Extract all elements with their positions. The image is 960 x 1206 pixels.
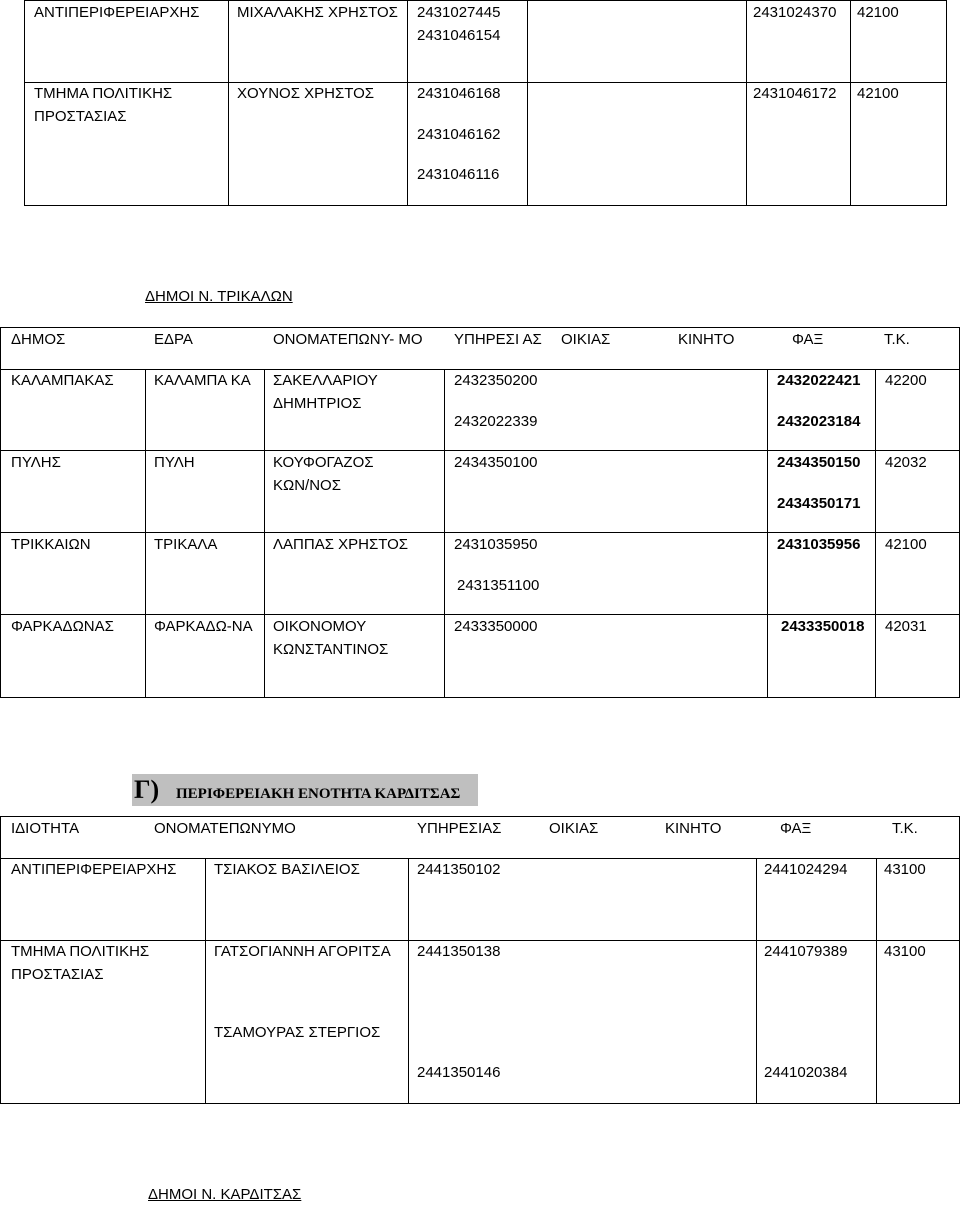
header-tk: Τ.Κ. <box>892 820 918 837</box>
row-divider <box>1 614 959 615</box>
role-cell: ΤΜΗΜΑ ΠΟΛΙΤΙΚΗΣ <box>34 85 173 102</box>
tk-cell: 42200 <box>885 372 927 389</box>
service-phone-cell: 2433350000 <box>454 618 538 635</box>
name-cell: ΣΑΚΕΛΛΑΡΙΟΥ <box>273 372 378 389</box>
fax-cell: 2441079389 <box>764 943 848 960</box>
dimos-cell: ΤΡΙΚΚΑΙΩΝ <box>11 536 91 553</box>
col-divider <box>407 1 408 205</box>
row-divider <box>1 940 959 941</box>
name-cell: ΤΣΑΜΟΥΡΑΣ ΣΤΕΡΓΙΟΣ <box>214 1024 381 1041</box>
col-divider <box>876 858 877 1103</box>
col-divider <box>746 1 747 205</box>
name-cell: ΛΑΠΠΑΣ ΧΡΗΣΤΟΣ <box>273 536 409 553</box>
tk-cell: 42032 <box>885 454 927 471</box>
edra-cell: ΚΑΛΑΜΠΑ ΚΑ <box>154 372 251 389</box>
role-cell: ΠΡΟΣΤΑΣΙΑΣ <box>34 108 127 125</box>
phone-cell: 2441350146 <box>417 1064 501 1081</box>
section-title: ΠΕΡΙΦΕΡΕΙΑΚΗ ΕΝΟΤΗΤΑ ΚΑΡΔΙΤΣΑΣ <box>176 786 461 802</box>
role-cell: ΤΜΗΜΑ ΠΟΛΙΤΙΚΗΣ <box>11 943 150 960</box>
trikala-municipalities-heading: ΔΗΜΟΙ Ν. ΤΡΙΚΑΛΩΝ <box>145 288 293 305</box>
row-divider <box>1 369 959 370</box>
phone-cell: 2431046116 <box>417 166 500 183</box>
table-karditsa-region <box>0 816 960 1104</box>
name-cell: ΧΟΥΝΟΣ ΧΡΗΣΤΟΣ <box>237 85 375 102</box>
role-cell: ΑΝΤΙΠΕΡΙΦΕΡΕΙΑΡΧΗΣ <box>11 861 177 878</box>
service-phone-cell: 2434350100 <box>454 454 538 471</box>
col-divider <box>767 369 768 697</box>
col-divider <box>756 858 757 1103</box>
header-edra: ΕΔΡΑ <box>154 331 193 348</box>
section-letter: Γ) <box>134 775 160 804</box>
phone-cell: 2431046162 <box>417 126 501 143</box>
tk-cell: 42100 <box>857 85 899 102</box>
table-trikala-municipalities <box>0 327 960 698</box>
phone-cell: 2441350138 <box>417 943 501 960</box>
row-divider <box>1 532 959 533</box>
phone-cell: 2441350102 <box>417 861 501 878</box>
fax-cell: 2431035956 <box>777 536 861 553</box>
tk-cell: 43100 <box>884 861 926 878</box>
col-divider <box>444 369 445 697</box>
service-phone-cell: 2432350200 <box>454 372 538 389</box>
service-phone-cell: 2431035950 <box>454 536 538 553</box>
dimos-cell: ΦΑΡΚΑΔΩΝΑΣ <box>11 618 114 635</box>
header-service: ΥΠΗΡΕΣΙ ΑΣ <box>454 331 542 348</box>
col-divider <box>228 1 229 205</box>
fax-cell: 2434350150 <box>777 454 861 471</box>
col-divider <box>850 1 851 205</box>
role-cell: ΑΝΤΙΠΕΡΙΦΕΡΕΙΑΡΧΗΣ <box>34 4 200 21</box>
fax-cell: 2431046172 <box>753 85 837 102</box>
role-cell: ΠΡΟΣΤΑΣΙΑΣ <box>11 966 104 983</box>
col-divider <box>875 369 876 697</box>
name-cell: ΚΟΥΦΟΓΑΖΟΣ <box>273 454 374 471</box>
header-name: ΟΝΟΜΑΤΕΠΩΝΥΜΟ <box>154 820 296 837</box>
header-mobile: ΚΙΝΗΤΟ <box>678 331 735 348</box>
phone-cell: 2431027445 <box>417 4 501 21</box>
service-phone-cell: 2432022339 <box>454 413 538 430</box>
tk-cell: 42100 <box>885 536 927 553</box>
name-cell: ΔΗΜΗΤΡΙΟΣ <box>273 395 362 412</box>
header-name: ΟΝΟΜΑΤΕΠΩΝΥ- ΜΟ <box>273 331 423 348</box>
phone-cell: 2431046154 <box>417 27 501 44</box>
col-divider <box>527 1 528 205</box>
row-divider <box>25 82 946 83</box>
col-divider <box>408 858 409 1103</box>
phone-cell: 2431046168 <box>417 85 501 102</box>
header-dimos: ΔΗΜΟΣ <box>11 331 66 348</box>
name-cell: ΟΙΚΟΝΟΜΟΥ <box>273 618 367 635</box>
fax-cell: 2431024370 <box>753 4 837 21</box>
edra-cell: ΦΑΡΚΑΔΩ-ΝΑ <box>154 618 253 635</box>
karditsa-municipalities-heading: ΔΗΜΟΙ Ν. ΚΑΡΔΙΤΣΑΣ <box>148 1186 302 1203</box>
header-home: ΟΙΚΙΑΣ <box>549 820 599 837</box>
col-divider <box>264 369 265 697</box>
name-cell: ΚΩΝΣΤΑΝΤΙΝΟΣ <box>273 641 389 658</box>
name-cell: ΚΩΝ/ΝΟΣ <box>273 477 341 494</box>
header-fax: ΦΑΞ <box>792 331 824 348</box>
table-trikala-region <box>24 0 947 206</box>
edra-cell: ΠΥΛΗ <box>154 454 195 471</box>
name-cell: ΜΙΧΑΛΑΚΗΣ ΧΡΗΣΤΟΣ <box>237 4 398 21</box>
dimos-cell: ΚΑΛΑΜΠΑΚΑΣ <box>11 372 114 389</box>
tk-cell: 43100 <box>884 943 926 960</box>
header-fax: ΦΑΞ <box>780 820 812 837</box>
fax-cell: 2432023184 <box>777 413 861 430</box>
name-cell: ΓΑΤΣΟΓΙΑΝΝΗ ΑΓΟΡΙΤΣΑ <box>214 943 391 960</box>
dimos-cell: ΠΥΛΗΣ <box>11 454 61 471</box>
header-role: ΙΔΙΟΤΗΤΑ <box>11 820 80 837</box>
section-heading-karditsa <box>132 774 478 806</box>
fax-cell: 2432022421 <box>777 372 861 389</box>
fax-cell: 2434350171 <box>777 495 861 512</box>
service-phone-cell: 2431351100 <box>457 577 540 594</box>
name-cell: ΤΣΙΑΚΟΣ ΒΑΣΙΛΕΙΟΣ <box>214 861 360 878</box>
row-divider <box>1 858 959 859</box>
edra-cell: ΤΡΙΚΑΛΑ <box>154 536 218 553</box>
col-divider <box>205 858 206 1103</box>
header-home: ΟΙΚΙΑΣ <box>561 331 611 348</box>
fax-cell: 2433350018 <box>781 618 865 635</box>
header-service: ΥΠΗΡΕΣΙΑΣ <box>417 820 502 837</box>
header-mobile: ΚΙΝΗΤΟ <box>665 820 722 837</box>
col-divider <box>145 369 146 697</box>
fax-cell: 2441020384 <box>764 1064 848 1081</box>
fax-cell: 2441024294 <box>764 861 848 878</box>
tk-cell: 42031 <box>885 618 927 635</box>
row-divider <box>1 450 959 451</box>
tk-cell: 42100 <box>857 4 899 21</box>
header-tk: Τ.Κ. <box>884 331 910 348</box>
